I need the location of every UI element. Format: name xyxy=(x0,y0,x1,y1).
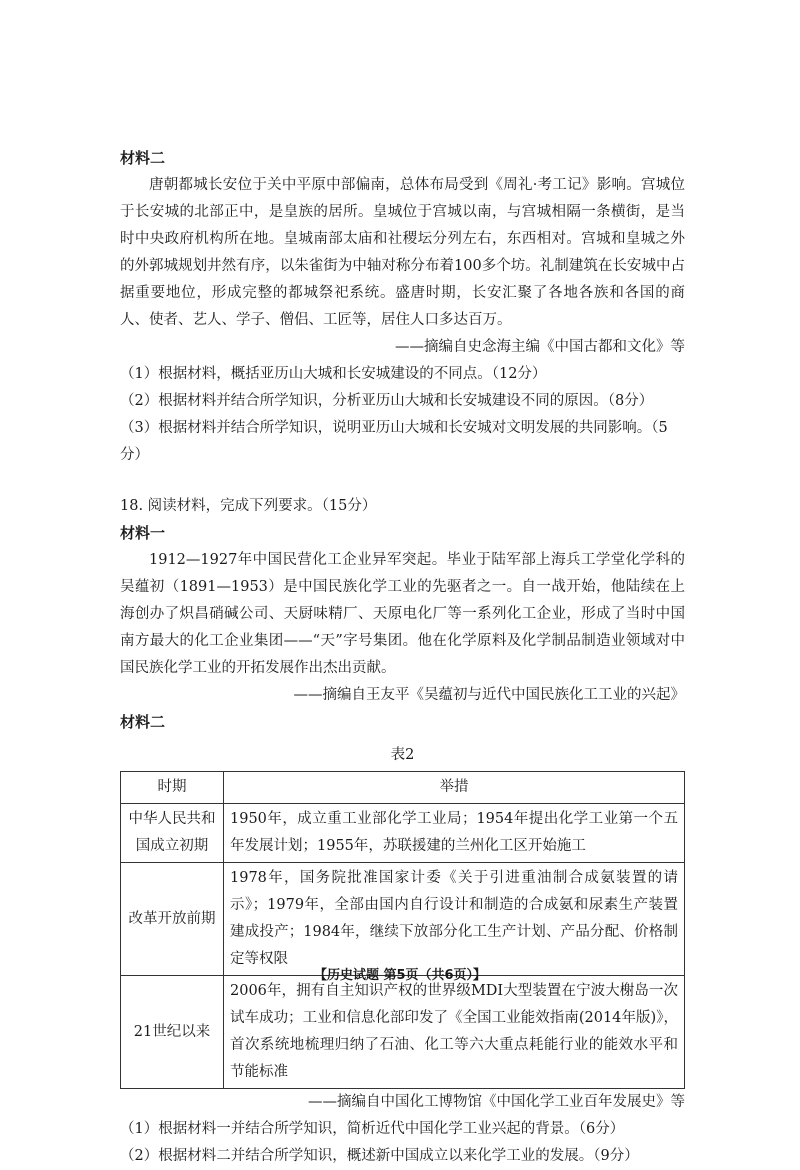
question-18-2: （2）根据材料二并结合所学知识，概述新中国成立以来化学工业的发展。（9分） xyxy=(120,1148,639,1164)
question-17-1: （1）根据材料，概括亚历山大城和长安城建设的不同点。（12分） xyxy=(120,366,547,382)
material-two-heading-q18: 材料二 xyxy=(120,713,166,731)
period-cell: 中华人民共和国成立初期 xyxy=(121,804,224,863)
period-cell: 21世纪以来 xyxy=(121,976,224,1089)
material-two-paragraph: 唐朝都城长安位于关中平原中部偏南，总体布局受到《周礼·考工记》影响。宫城位于长安城的北部正中，是皇族的居所。皇城位于宫城以南，与宫城相隔一条横街，是当时中央政府机构所在地。皇城南部太庙和社稷坛分列左右，东西相对。宫城和皇城之外的外郭城规划井然有序，以朱雀街为中轴对称分布着100多个坊。礼制建筑在长安城中占据重要地位，形成完整的都城祭祀系统。盛唐时期，长安汇聚了各地各族和各国的商人、使者、艺人、学子、僧侣、工匠等，居住人口多达百万。 xyxy=(120,177,685,328)
question-17-2: （2）根据材料并结合所学知识，分析亚历山大城和长安城建设不同的原因。（8分） xyxy=(120,393,654,409)
table-title: 表2 xyxy=(390,747,415,763)
material-two-source: ——摘编自史念海主编《中国古都和文化》等 xyxy=(395,339,685,355)
material-one-source: ——摘编自王友平《吴蕴初与近代中国民族化工工业的兴起》 xyxy=(293,687,685,703)
page-footer: 【历史试题 第5页（共6页）】 xyxy=(313,968,487,983)
question-18-title: 18. 阅读材料，完成下列要求。（15分） xyxy=(120,498,377,514)
measures-table xyxy=(120,771,685,1089)
header-measure: 举措 xyxy=(224,772,685,804)
question-18-1: （1）根据材料一并结合所学知识，简析近代中国化学工业兴起的背景。（6分） xyxy=(120,1121,625,1137)
question-17-3: （3）根据材料并结合所学知识，说明亚历山大城和长安城对文明发展的共同影响。（5分） xyxy=(120,420,668,463)
material-two-heading: 材料二 xyxy=(120,149,166,167)
table-row xyxy=(121,863,685,976)
measure-cell: 2006年，拥有自主知识产权的世界级MDI大型装置在宁波大榭岛一次试车成功；工业和信息化部印发了《全国工业能效指南(2014年版)》，首次系统地梳理归纳了石油、化工等六大重点耗能行业的能效水平和节能标准 xyxy=(224,976,685,1089)
header-period: 时期 xyxy=(121,772,224,804)
measure-cell: 1950年，成立重工业部化学工业局；1954年提出化学工业第一个五年发展计划；1955年，苏联援建的兰州化工区开始施工 xyxy=(224,804,685,863)
table-header-row xyxy=(121,772,685,804)
exam-page xyxy=(120,145,685,1170)
period-cell: 改革开放前期 xyxy=(121,863,224,976)
table-row xyxy=(121,804,685,863)
material-one-heading: 材料一 xyxy=(120,524,166,542)
material-one-paragraph: 1912—1927年中国民营化工企业异军突起。毕业于陆军部上海兵工学堂化学科的吴蕴初（1891—1953）是中国民族化学工业的先驱者之一。自一战开始，他陆续在上海创办了炽昌硝碱公司、天厨味精厂、天原电化厂等一系列化工企业，形成了当时中国南方最大的化工企业集团——“天”字号集团。他在化学原料及化学制品制造业领域对中国民族化学工业的开拓发展作出杰出贡献。 xyxy=(120,552,685,676)
table-row xyxy=(121,976,685,1089)
table-source: ——摘编自中国化工博物馆《中国化学工业百年发展史》等 xyxy=(308,1094,685,1110)
measure-cell: 1978年，国务院批准国家计委《关于引进重油制合成氨装置的请示》；1979年，全部由国内自行设计和制造的合成氨和尿素生产装置建成投产；1984年，继续下放部分化工生产计划、产品分配、价格制定等权限 xyxy=(224,863,685,976)
